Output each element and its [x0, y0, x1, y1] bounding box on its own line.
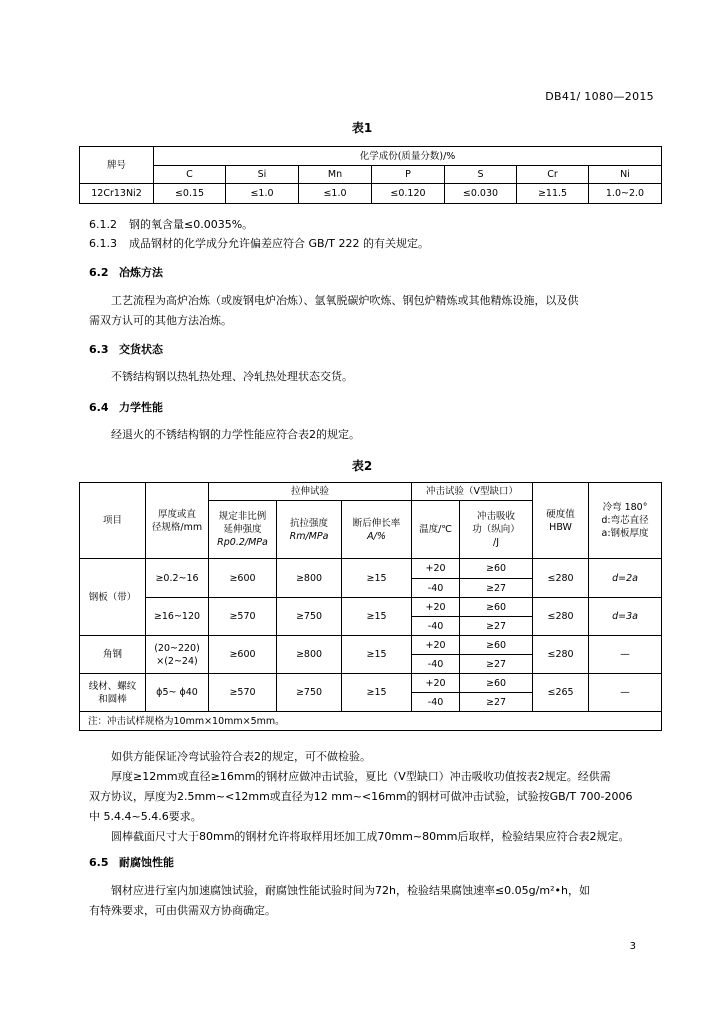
table1-value-si: ≤1.0: [226, 184, 299, 204]
table1-value-p: ≤0.120: [372, 184, 445, 204]
table2-plate-a-2: ≥15: [342, 598, 412, 636]
section-6-1-2: [89, 218, 253, 232]
paragraph-line: 如供方能保证冷弯试验符合表2的规定，可不做检验。: [111, 750, 371, 763]
table2-wire-a: ≥15: [342, 674, 412, 712]
table2-angle-bend: —: [589, 636, 662, 674]
page-number: 3: [629, 941, 636, 952]
table2-wire-temp-a: +20: [412, 674, 460, 693]
table2-a-header: [342, 501, 412, 559]
section-number: 6.1.3: [89, 237, 117, 250]
table2-plate-temp-1b: -40: [412, 579, 460, 598]
header-line: Rm/MPa: [289, 530, 329, 542]
table1-element-si: Si: [226, 166, 299, 184]
table1-group-header: 化学成份(质量分数)/%: [154, 147, 662, 166]
body-line: 工艺流程为高炉冶炼（或废钢电炉冶炼）、氩氧脱碳炉吹炼、钢包炉精炼或其他精炼设施，以及供: [111, 294, 579, 307]
header-line: 功（纵向）: [472, 524, 520, 535]
section-6-4-body: 经退火的不锈结构钢的力学性能应符合表2的规定。: [111, 428, 360, 441]
header-line: HBW: [549, 521, 572, 533]
table2-wire-hbw: ≤265: [533, 674, 589, 712]
section-number: 6.2: [89, 266, 109, 279]
table1: [79, 146, 662, 204]
table2-plate-temp-2a: +20: [412, 598, 460, 617]
table2-angle-a: ≥15: [342, 636, 412, 674]
section-title: 交货状态: [119, 343, 163, 356]
table2-angle-rp: ≥600: [209, 636, 277, 674]
table2-plate-hbw-2: ≤280: [533, 598, 589, 636]
section-title: 冶炼方法: [119, 266, 163, 279]
body-line: 有特殊要求，可由供需双方协商确定。: [89, 904, 276, 917]
table2-caption: 表2: [351, 459, 373, 473]
table2-hardness-header: [533, 483, 589, 559]
table2-bend-header: [589, 483, 662, 559]
table2-wire-energy-b: ≥27: [460, 693, 533, 712]
table2-thickness-header: [146, 483, 209, 559]
header-line: /J: [493, 537, 500, 548]
table2-plate-energy-2a: ≥60: [460, 598, 533, 617]
header-line: 冲击吸收: [477, 511, 516, 522]
section-6-2-body: [89, 291, 661, 331]
table2-wire-energy-a: ≥60: [460, 674, 533, 693]
body-line: 钢材应进行室内加速腐蚀试验，耐腐蚀性能试验时间为72h，检验结果腐蚀速率≤0.05g/m²•h，如: [111, 884, 590, 897]
table2-plate-rm-1: ≥800: [277, 559, 342, 598]
section-number: 6.1.2: [89, 218, 117, 231]
table2-angle-rm: ≥800: [277, 636, 342, 674]
table2-angle-energy-a: ≥60: [460, 636, 533, 655]
table2-plate-size-2: ≥16~120: [146, 598, 209, 636]
section-title: 力学性能: [119, 401, 163, 414]
section-text: 成品钢材的化学成分允许偏差应符合 GB/T 222 的有关规定。: [129, 237, 429, 250]
table1-element-mn: Mn: [299, 166, 372, 184]
table2-plate-energy-1a: ≥60: [460, 559, 533, 579]
table2-plate-rm-2: ≥750: [277, 598, 342, 636]
table2-plate-energy-1b: ≥27: [460, 579, 533, 598]
table2-angle-temp-a: +20: [412, 636, 460, 655]
table2: [79, 482, 662, 731]
size-line: (20~220): [154, 642, 200, 654]
name-line: 线材、螺纹: [88, 680, 137, 692]
section-number: 6.5: [89, 856, 109, 869]
header-line: a:钢板厚度: [601, 528, 649, 539]
table1-element-s: S: [445, 166, 517, 184]
table2-wire-name: [80, 674, 146, 712]
section-number: 6.4: [89, 401, 109, 414]
table2-plate-bend-2: d=3a: [589, 598, 662, 636]
section-6-5-body: [89, 881, 661, 921]
paragraph-line: 中 5.4.4~5.4.6要求。: [89, 810, 202, 823]
table2-wire-rm: ≥750: [277, 674, 342, 712]
table2-plate-temp-2b: -40: [412, 617, 460, 636]
table2-energy-header: [460, 501, 533, 559]
table2-note: 注：冲击试样规格为10mm×10mm×5mm。: [80, 712, 662, 731]
header-line: d:弯芯直径: [601, 515, 649, 526]
header-line: 径规格/mm: [151, 521, 203, 533]
table2-rp-header: [209, 501, 277, 559]
paragraph-line: 双方协议，厚度为2.5mm~<12mm或直径为12 mm~<16mm的钢材可做冲击试验，试验按GB/T 700-2006: [89, 790, 633, 803]
table1-value-cr: ≥11.5: [517, 184, 589, 204]
table2-plate-hbw-1: ≤280: [533, 559, 589, 598]
table2-impact-header: 冲击试验（V型缺口）: [412, 483, 533, 501]
header-line: 断后伸长率: [352, 517, 401, 529]
header-line: Rp0.2/MPa: [217, 537, 268, 548]
table2-tensile-header: 拉伸试验: [209, 483, 412, 501]
table2-rm-header: [277, 501, 342, 559]
table2-angle-energy-b: ≥27: [460, 655, 533, 674]
header-line: 规定非比例: [218, 511, 267, 522]
table2-angle-name: 角钢: [80, 636, 146, 674]
header-line: 硬度值: [546, 508, 575, 520]
table1-element-c: C: [154, 166, 226, 184]
header-line: A/%: [367, 530, 386, 542]
table1-brand-header: 牌号: [80, 147, 154, 184]
table2-wire-bend: —: [589, 674, 662, 712]
name-line: 和圆棒: [98, 693, 127, 705]
table2-plate-temp-1a: +20: [412, 559, 460, 579]
table2-wire-rp: ≥570: [209, 674, 277, 712]
table1-value-c: ≤0.15: [154, 184, 226, 204]
table2-plate-a-1: ≥15: [342, 559, 412, 598]
body-line: 需双方认可的其他方法冶炼。: [89, 314, 232, 327]
after-table2-text: [89, 747, 661, 847]
table2-temp-header: 温度/℃: [412, 501, 460, 559]
table2-wire-temp-b: -40: [412, 693, 460, 712]
section-6-3-heading: [89, 343, 163, 357]
table1-brand-cell: 12Cr13Ni2: [80, 184, 154, 204]
section-6-4-heading: [89, 401, 163, 415]
paragraph-line: 圆棒截面尺寸大于80mm的钢材允许将取样用坯加工成70mm~80mm后取样，检验结果应符合表2规定。: [111, 830, 630, 843]
document-code: DB41/ 1080—2015: [545, 90, 654, 103]
table2-plate-rp-1: ≥600: [209, 559, 277, 598]
table1-element-cr: Cr: [517, 166, 589, 184]
table2-plate-rp-2: ≥570: [209, 598, 277, 636]
section-number: 6.3: [89, 343, 109, 356]
table1-caption: 表1: [351, 121, 373, 135]
table2-plate-bend-1: d=2a: [589, 559, 662, 598]
section-6-5-heading: [89, 856, 174, 870]
paragraph-line: 厚度≥12mm或直径≥16mm的钢材应做冲击试验，夏比（V型缺口）冲击吸收功值按表2规定。经供需: [111, 770, 611, 783]
table1-value-mn: ≤1.0: [299, 184, 372, 204]
table2-angle-temp-b: -40: [412, 655, 460, 674]
section-6-3-body: 不锈结构钢以热轧热处理、冷轧热处理状态交货。: [111, 370, 353, 383]
table2-angle-size: [146, 636, 209, 674]
header-line: 延伸强度: [223, 524, 262, 535]
section-6-2-heading: [89, 266, 163, 280]
table2-angle-hbw: ≤280: [533, 636, 589, 674]
table2-plate-name: 钢板（带）: [80, 559, 146, 636]
table2-item-header: 项目: [80, 483, 146, 559]
table2-wire-size: ϕ5~ ϕ40: [146, 674, 209, 712]
section-text: 钢的氧含量≤0.0035%。: [129, 218, 254, 231]
table1-value-ni: 1.0~2.0: [589, 184, 662, 204]
section-title: 耐腐蚀性能: [119, 856, 174, 869]
header-line: 厚度或直: [157, 508, 196, 520]
header-line: 抗拉强度: [289, 517, 328, 529]
table1-value-s: ≤0.030: [445, 184, 517, 204]
table2-plate-size-1: ≥0.2~16: [146, 559, 209, 598]
header-line: 冷弯 180°: [602, 502, 648, 513]
table1-element-ni: Ni: [589, 166, 662, 184]
size-line: ×(2~24): [156, 655, 198, 667]
table2-plate-energy-2b: ≥27: [460, 617, 533, 636]
table1-element-p: P: [372, 166, 445, 184]
section-6-1-3: [89, 237, 429, 251]
